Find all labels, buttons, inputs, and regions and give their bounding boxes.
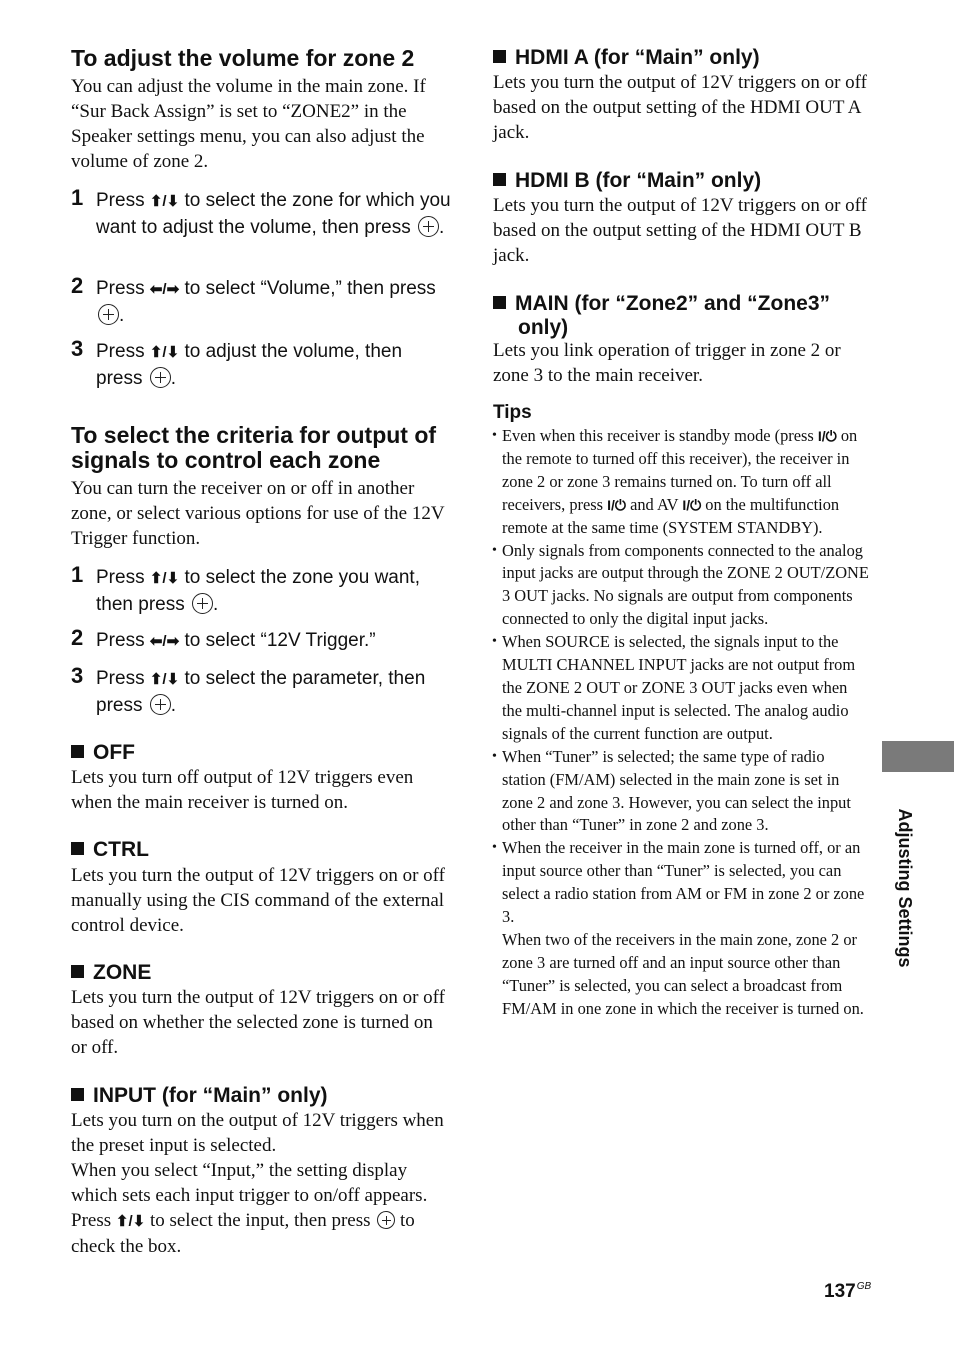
param-ctrl-heading: [71, 838, 451, 862]
param-title: only): [518, 316, 569, 339]
param-hdmib-text: Lets you turn the output of 12V triggers on or off based on the output setting of the HDMI OUT B jack.: [493, 195, 867, 266]
tip-item: • When “Tuner” is selected; the same type of radio station (FM/AM) selected in the main zone is set in zone 2 and zone 3. However, you can select the input other than “Tuner” in zone 2 and zone 3.: [493, 746, 869, 838]
param-zone-text: Lets you turn the output of 12V triggers on or off based on whether the selected zone is turned on or off.: [71, 987, 445, 1058]
up-down-arrow-icon: ⬆/⬇: [149, 344, 180, 361]
tip-text: on the remote to turned off this receiver), the receiver in zone 2 or zone 3 remains turned on. To turn off all receivers, press: [502, 426, 858, 514]
up-down-arrow-icon: ⬆/⬇: [149, 193, 180, 210]
step-2: [71, 273, 451, 328]
step-text: to select the parameter, then press: [96, 668, 426, 716]
tip-item: • Only signals from components connected to the analog input jacks are output through the ZONE 2 OUT/ZONE 3 OUT jacks. No signals are output from components connected to only the digital input jacks.: [493, 540, 869, 632]
param-title: ZONE: [93, 961, 152, 984]
step-number: 2: [71, 273, 84, 298]
param-title: INPUT (for “Main” only): [93, 1084, 328, 1107]
section-intro: You can turn the receiver on or off in another zone, or select various options for use of the 12V Trigger function.: [71, 478, 445, 549]
param-input-heading: [71, 1084, 451, 1108]
param-text: [71, 1208, 449, 1259]
step-text: to adjust the volume, then press: [96, 341, 403, 389]
text-span: Press: [71, 1210, 116, 1231]
step-text: Press: [96, 567, 150, 588]
param-main-text: Lets you link operation of trigger in zone 2 or zone 3 to the main receiver.: [493, 340, 841, 386]
step-number: 1: [71, 562, 84, 587]
step-end: .: [119, 304, 125, 326]
enter-button-icon: [150, 694, 171, 715]
tip-text: Even when this receiver is standby mode (press: [502, 426, 818, 445]
text-span: to select the input, then press: [145, 1210, 376, 1231]
section-title-zone2-volume: To adjust the volume for zone 2: [71, 45, 415, 71]
power-icon: I/⏻: [682, 496, 702, 513]
square-bullet-icon: [493, 50, 506, 63]
step-1: [71, 185, 451, 240]
enter-button-icon: [98, 304, 119, 325]
step-number: 1: [71, 185, 84, 210]
square-bullet-icon: [71, 1088, 84, 1101]
tip-text: and AV: [625, 494, 683, 514]
param-title: HDMI B (for “Main” only): [515, 169, 762, 192]
up-down-arrow-icon: ⬆/⬇: [115, 1213, 146, 1230]
step-text: to select the zone you want, then press: [96, 567, 420, 615]
enter-button-icon: [418, 216, 439, 237]
param-hdmib-heading: [493, 169, 873, 193]
step-text: Press: [96, 630, 150, 651]
page-number: [824, 1281, 871, 1303]
step-number: 2: [71, 625, 84, 650]
chapter-tab-text: Adjusting Settings: [895, 808, 915, 968]
param-main-heading: [493, 292, 873, 340]
left-right-arrow-icon: ⬅/➡: [149, 633, 180, 650]
param-title: OFF: [93, 741, 135, 764]
step-number: 3: [71, 336, 84, 361]
power-icon: I/⏻: [817, 428, 837, 444]
power-icon: I/⏻: [607, 496, 626, 513]
chapter-tab-marker: [882, 741, 954, 772]
square-bullet-icon: [493, 173, 506, 186]
param-off-text: Lets you turn off output of 12V triggers even when the main receiver is turned on.: [71, 767, 414, 813]
chapter-tab-label: [895, 808, 915, 968]
tip-item: • When the receiver in the main zone is turned off, or an input source other than “Tuner” is selected, you can select a radio station from AM or FM in zone 2 or zone 3.: [493, 837, 869, 929]
square-bullet-icon: [71, 965, 84, 978]
step-text: to select the zone for which you want to adjust the volume, then press: [96, 190, 451, 238]
step-text: Press: [96, 341, 150, 362]
section-title-trigger-criteria: To select the criteria for output of signals to control each zone: [71, 422, 437, 473]
param-hdmia-text: Lets you turn the output of 12V triggers on or off based on the output setting of the HDMI OUT A jack.: [493, 72, 867, 143]
step-end: .: [170, 367, 177, 389]
section-intro: You can adjust the volume in the main zone. If “Sur Back Assign” is set to “ZONE2” in the Speaker settings menu, you can also adjust the volume of zone 2.: [71, 76, 426, 172]
enter-button-icon: [192, 593, 213, 614]
param-zone-heading: [71, 961, 451, 985]
step-text: to select “12V Trigger.”: [179, 630, 376, 651]
up-down-arrow-icon: ⬆/⬇: [149, 671, 180, 688]
tips-heading: Tips: [493, 402, 532, 423]
param-ctrl-text: Lets you turn the output of 12V triggers on or off manually using the CIS command of the external control device.: [71, 865, 445, 936]
tip-text: on the multifunction remote at the same time (SYSTEM STANDBY).: [502, 494, 840, 537]
tip-item: • When SOURCE is selected, the signals input to the MULTI CHANNEL INPUT jacks are not output from the ZONE 2 OUT or ZONE 3 OUT jacks even when the multi-channel input is selected. The analog audio signals of the current function are output.: [493, 631, 869, 746]
tip-item-continuation: When two of the receivers in the main zone, zone 2 or zone 3 are turned off and an input source other than “Tuner” is selected, you can select a broadcast from FM/AM in one zone in which the receiver is turned on.: [502, 929, 864, 1018]
param-title: CTRL: [93, 838, 149, 861]
param-off-heading: [71, 741, 451, 765]
step-text: to select “Volume,” then press: [179, 278, 436, 299]
step-3: [71, 663, 451, 718]
param-input-text: [71, 1108, 449, 1259]
step-end: .: [213, 593, 219, 615]
tip-item: [493, 425, 869, 540]
step-number: 3: [71, 663, 84, 688]
square-bullet-icon: [71, 842, 84, 855]
step-text: Press: [96, 668, 150, 689]
page-number-suffix: GB: [856, 1281, 872, 1292]
enter-button-icon: [377, 1211, 395, 1229]
step-end: .: [439, 216, 445, 238]
square-bullet-icon: [71, 745, 84, 758]
up-down-arrow-icon: ⬆/⬇: [149, 570, 180, 587]
page-number-value: 137: [824, 1281, 856, 1302]
tips-list: [493, 425, 869, 1021]
square-bullet-icon: [493, 296, 506, 309]
param-text: When you select “Input,” the setting display which sets each input trigger to on/off appears.: [71, 1160, 428, 1206]
step-text: Press: [96, 190, 150, 211]
left-right-arrow-icon: ⬅/➡: [149, 281, 180, 298]
param-hdmia-heading: [493, 46, 873, 70]
step-text: Press: [96, 278, 150, 299]
text-span: to check the box.: [71, 1210, 415, 1257]
step-1: [71, 562, 451, 617]
step-end: .: [170, 694, 177, 716]
param-title: HDMI A (for “Main” only): [515, 46, 760, 69]
step-3: [71, 336, 451, 391]
enter-button-icon: [150, 367, 171, 388]
param-title: MAIN (for “Zone2” and “Zone3”: [515, 292, 830, 315]
param-text: Lets you turn on the output of 12V triggers when the preset input is selected.: [71, 1110, 444, 1156]
step-2: [71, 625, 451, 655]
